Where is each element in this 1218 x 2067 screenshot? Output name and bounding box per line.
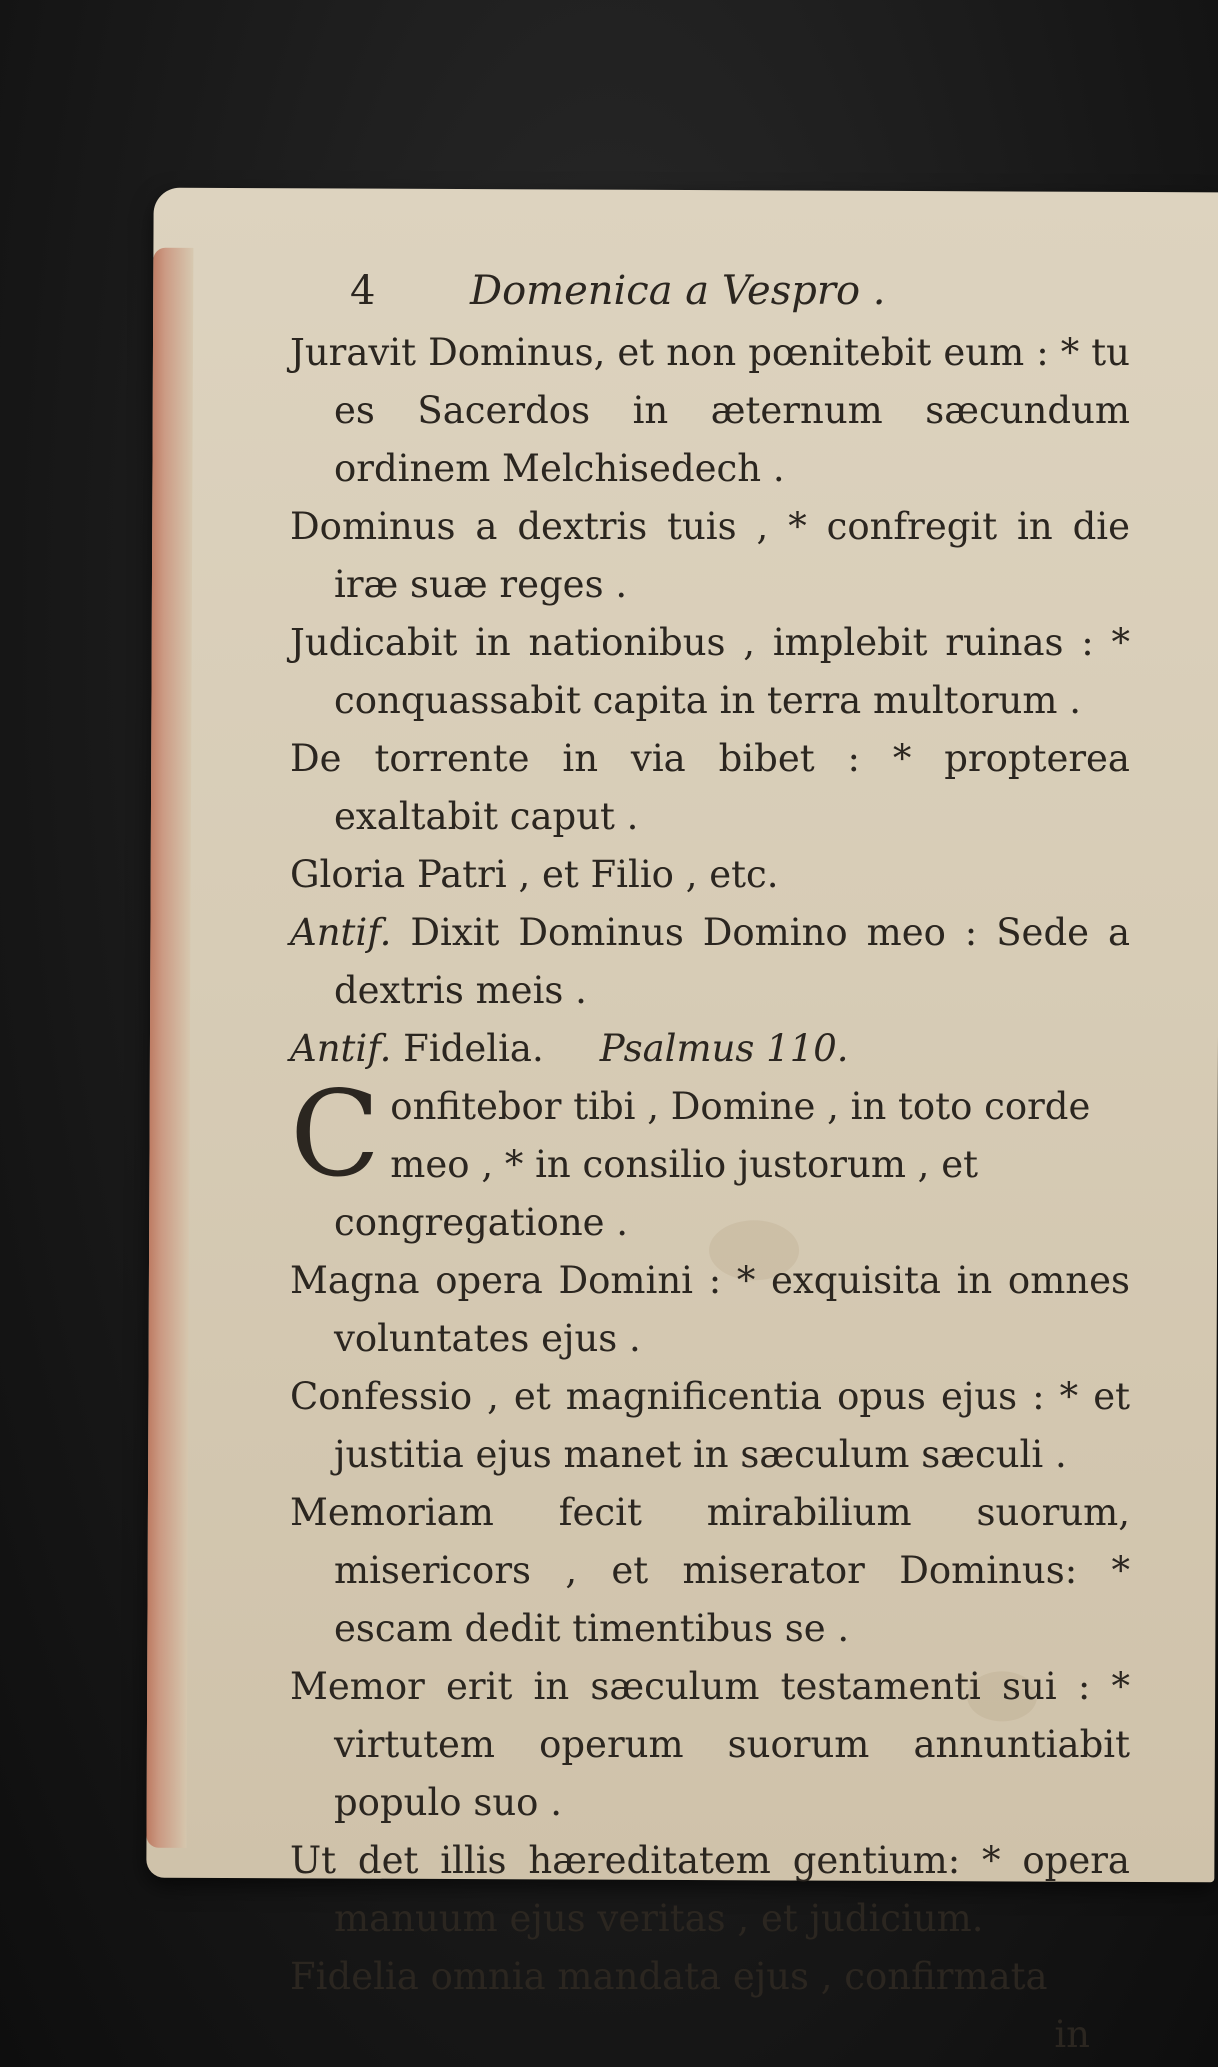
verse: De torrente in via bibet : * propterea exaltabit caput . bbox=[290, 737, 1130, 838]
verse: Gloria Patri , et Filio , etc. bbox=[290, 853, 779, 896]
antiphon-label: Antif. bbox=[290, 1027, 392, 1070]
running-title: Domenica a Vespro . bbox=[470, 268, 886, 314]
verse: Memor erit in sæculum testamenti sui : * virtutem operum suorum annuntiabit populo suo . bbox=[290, 1665, 1130, 1824]
page-number: 4 bbox=[350, 268, 376, 314]
verse: Dominus a dextris tuis , * confregit in die iræ suæ reges . bbox=[290, 505, 1130, 606]
antiphon-text: Dixit Dominus Domino meo : Sede a dextris meis . bbox=[334, 911, 1131, 1012]
verse: Ut det illis hæreditatem gentium: * opera manuum ejus veritas , et judicium. bbox=[290, 1839, 1130, 1940]
verse: Magna opera Domini : * exquisita in omnes voluntates ejus . bbox=[290, 1259, 1130, 1360]
verse: Juravit Dominus, et non pœnitebit eum : * tu es Sacerdos in æternum sæcundum ordinem Melchisedech . bbox=[290, 331, 1130, 490]
psalm-title: Psalmus 110. bbox=[599, 1027, 849, 1070]
verse: Memoriam fecit mirabilium suorum, misericors , et miserator Dominus: * escam dedit timentibus se . bbox=[290, 1491, 1130, 1650]
verse-text: onfitebor tibi , Domine , in toto corde meo , * in consilio justorum , et congregatione . bbox=[334, 1085, 1091, 1244]
antiphon bbox=[290, 904, 1130, 1020]
verse: Confessio , et magnificentia opus ejus : * et justitia ejus manet in sæculum sæculi . bbox=[290, 1375, 1130, 1476]
catchword: in bbox=[1054, 2013, 1090, 2056]
psalm-first-verse bbox=[290, 1065, 1130, 1252]
page-header bbox=[290, 262, 1130, 324]
drop-cap: C bbox=[290, 1065, 381, 1203]
verse: Fidelia omnia mandata ejus , confirmata bbox=[290, 1955, 1048, 1998]
verse: Judicabit in nationibus , implebit ruinas : * conquassabit capita in terra multorum . bbox=[290, 621, 1130, 722]
page-text bbox=[290, 262, 1130, 2064]
psalm-heading bbox=[290, 1020, 1130, 1078]
antiphon-text: Fidelia. bbox=[403, 1027, 544, 1070]
antiphon-label: Antif. bbox=[290, 911, 392, 954]
worn-page-edge bbox=[146, 248, 193, 1848]
